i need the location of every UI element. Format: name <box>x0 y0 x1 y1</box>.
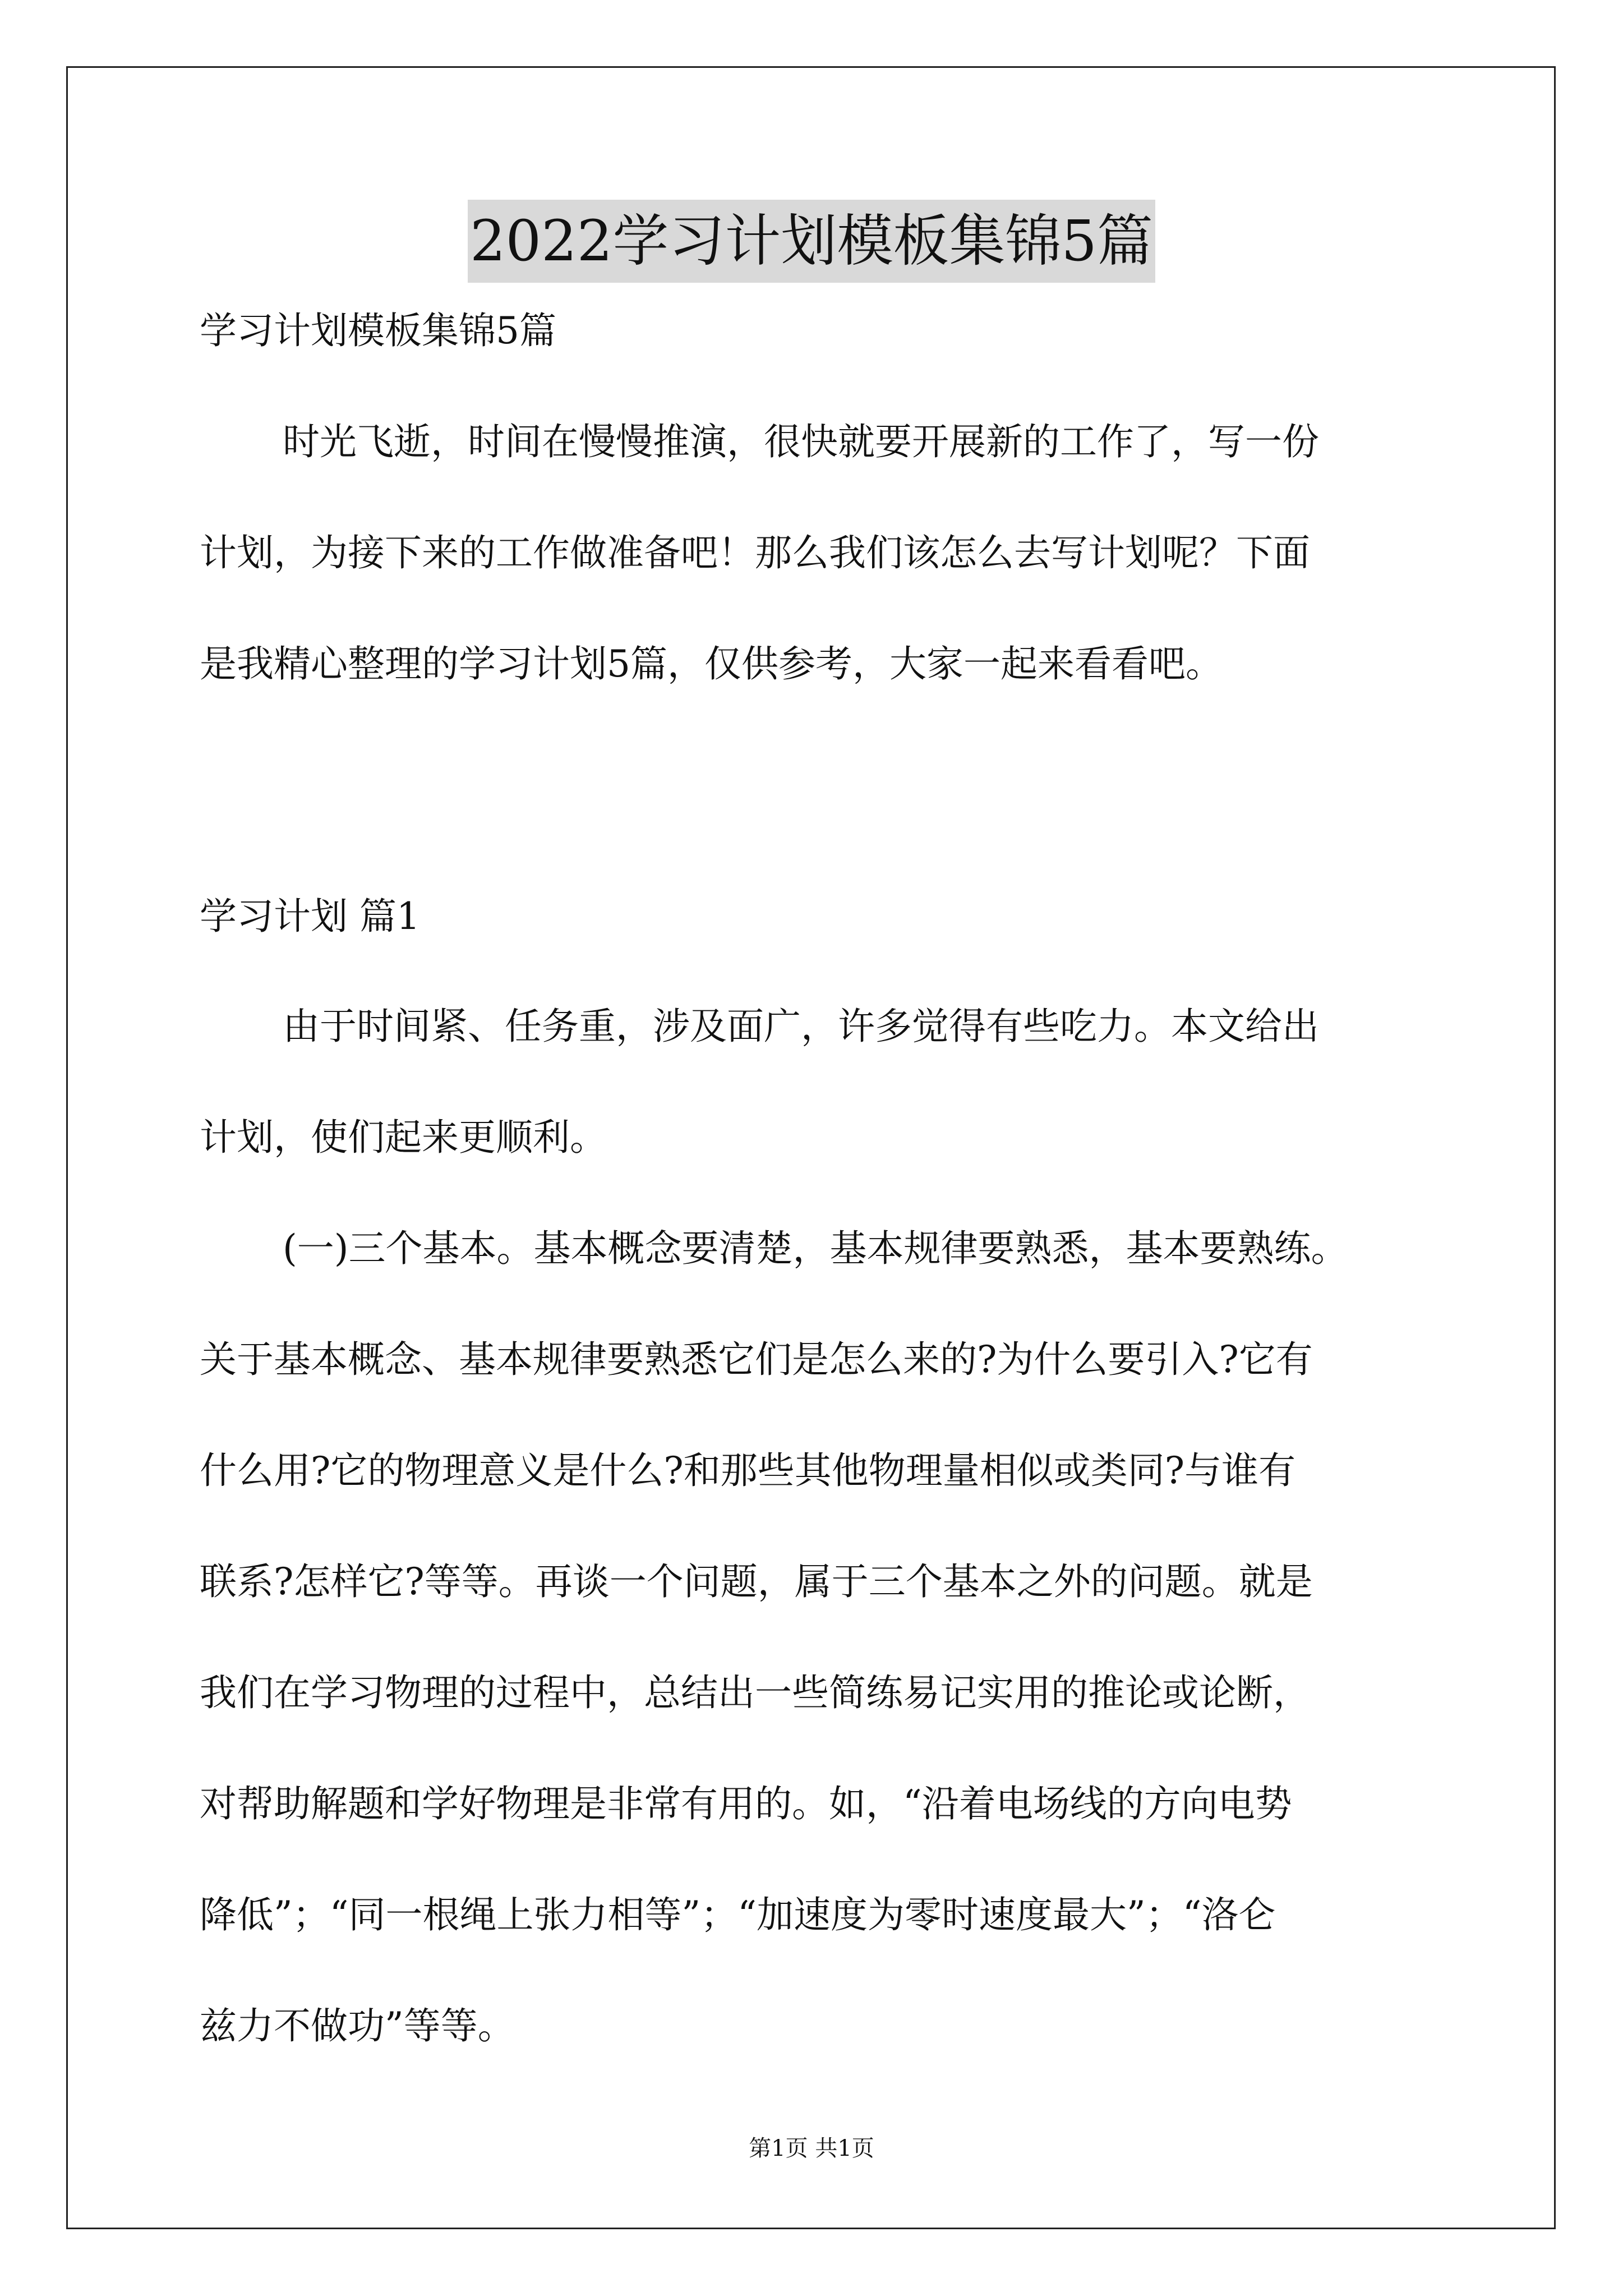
para1-line-1: 由于时间紧、任务重，涉及面广，许多觉得有些吃力。本文给出 <box>283 1005 1319 1048</box>
page-footer: 第1页 共1页 <box>749 2136 874 2161</box>
intro-line-2: 计划，为接下来的工作做准备吧！那么我们该怎么去写计划呢？下面 <box>200 531 1310 574</box>
document-title: 2022学习计划模板集锦5篇 <box>468 200 1155 283</box>
intro-line-1: 时光飞逝，时间在慢慢推演，很快就要开展新的工作了，写一份 <box>283 420 1319 463</box>
para2-line-3: 什么用?它的物理意义是什么?和那些其他物理量相似或类同?与谁有 <box>200 1449 1296 1492</box>
para2-line-6: 对帮助解题和学好物理是非常有用的。如，“沿着电场线的方向电势 <box>200 1782 1292 1825</box>
title-container <box>0 200 1623 283</box>
para2-line-2: 关于基本概念、基本规律要熟悉它们是怎么来的?为什么要引入?它有 <box>200 1338 1313 1381</box>
para1-line-2: 计划，使们起来更顺利。 <box>200 1116 607 1159</box>
intro-line-3: 是我精心整理的学习计划5篇，仅供参考，大家一起来看看吧。 <box>200 642 1223 685</box>
section-heading: 学习计划 篇1 <box>200 895 420 938</box>
para2-line-1: (一)三个基本。基本概念要清楚，基本规律要熟悉，基本要熟练。 <box>283 1227 1348 1270</box>
para2-line-8: 兹力不做功”等等。 <box>200 2004 515 2047</box>
document-subtitle: 学习计划模板集锦5篇 <box>200 309 556 352</box>
para2-line-5: 我们在学习物理的过程中，总结出一些简练易记实用的推论或论断， <box>200 1671 1310 1714</box>
para2-line-7: 降低”；“同一根绳上张力相等”；“加速度为零时速度最大”；“洛仑 <box>200 1893 1276 1936</box>
para2-line-4: 联系?怎样它?等等。再谈一个问题，属于三个基本之外的问题。就是 <box>200 1560 1313 1603</box>
